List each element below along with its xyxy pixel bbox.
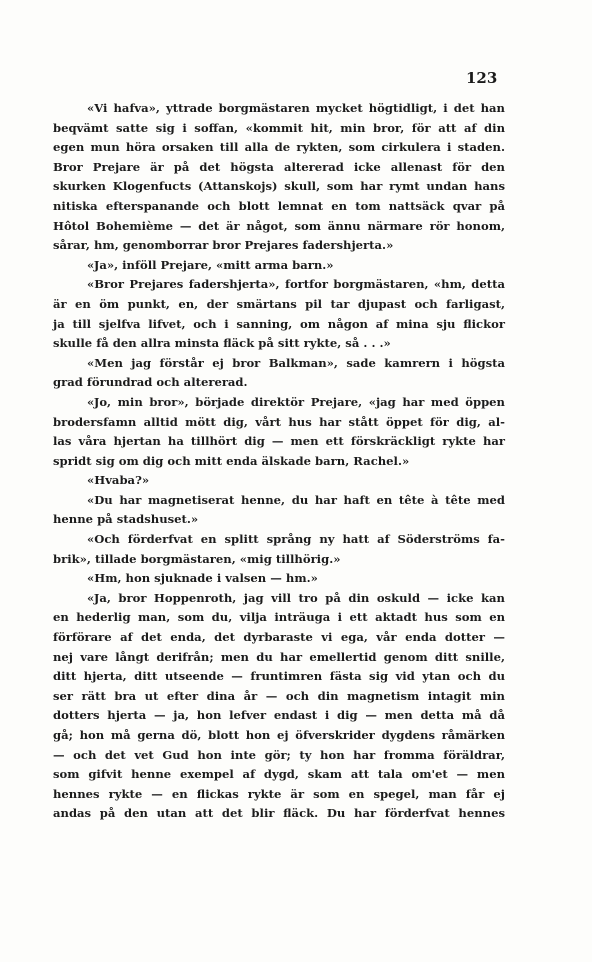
text-line: gå; hon må gerna dö, blott hon ej öfverskrider dygdens råmärken bbox=[53, 728, 505, 742]
text-line: «Jo, min bror», började direktör Prejare, «jag har med öppen bbox=[87, 394, 505, 409]
text-line: Hôtol Bohemième — det är något, som ännu närmare rör honom, bbox=[53, 218, 505, 233]
text-line: ja till sjelfva lifvet, och i sanning, om någon af mina sju flickor bbox=[53, 316, 505, 331]
text-line: «Ja, bror Hoppenroth, jag vill tro på din oskuld — icke kan bbox=[87, 590, 505, 605]
text-line: nej vare långt derifrån; men du har emellertid genom ditt snille, bbox=[53, 649, 505, 664]
text-line: en hederlig man, som du, vilja inträuga i ett aktadt hus som en bbox=[53, 610, 505, 625]
text-line: beqvämt satte sig i soffan, «kommit hit, min bror, för att af din bbox=[53, 120, 505, 135]
text-line: sårar, hm, genomborrar bror Prejares fadershjerta.» bbox=[53, 238, 394, 253]
text-line: är en öm punkt, en, der smärtans pil tar djupast och farligast, bbox=[53, 296, 505, 311]
text-line: «Vi hafva», yttrade borgmästaren mycket högtidligt, i det han bbox=[87, 101, 505, 115]
text-line: förförare af det enda, det dyrbaraste vi ega, vår enda dotter — bbox=[53, 630, 505, 645]
text-line: som gifvit henne exempel af dygd, skam att tala om'et — men bbox=[53, 767, 505, 782]
body-text bbox=[53, 99, 505, 824]
text-line: grad förundrad och altererad. bbox=[53, 375, 248, 390]
text-line: ditt hjerta, ditt utseende — fruntimren fästa sig vid ytan och du bbox=[53, 669, 505, 684]
page-number: 123 bbox=[466, 69, 498, 87]
text-line: las våra hjertan ha tillhört dig — men ett förskräckligt rykte har bbox=[53, 434, 505, 449]
text-line: henne på stadshuset.» bbox=[53, 512, 199, 527]
text-line: ser rätt bra ut efter dina år — och din magnetism intagit min bbox=[53, 688, 505, 703]
text-line: nitiska efterspanande och blott lemnat en tom nattsäck qvar på bbox=[53, 198, 505, 213]
text-line: brodersfamn alltid mött dig, vårt hus har stått öppet för dig, al- bbox=[53, 414, 505, 429]
text-line: dotters hjerta — ja, hon lefver endast i dig — men detta må då bbox=[53, 708, 505, 723]
text-line: «Ja», inföll Prejare, «mitt arma barn.» bbox=[87, 257, 334, 272]
text-line: andas på den utan att det blir fläck. Du har förderfvat hennes bbox=[53, 806, 505, 821]
text-line: — och det vet Gud hon inte gör; ty hon har fromma föräldrar, bbox=[53, 747, 505, 762]
text-line: «Du har magnetiserat henne, du har haft en tête à tête med bbox=[87, 492, 505, 507]
text-line: «Och förderfvat en splitt språng ny hatt af Söderströms fa- bbox=[87, 532, 505, 547]
text-line: spridt sig om dig och mitt enda älskade barn, Rachel.» bbox=[53, 453, 410, 468]
text-line: «Men jag förstår ej bror Balkman», sade kamrern i högsta bbox=[87, 355, 505, 370]
text-line: brik», tillade borgmästaren, «mig tillhörig.» bbox=[53, 551, 341, 566]
text-line: hennes rykte — en flickas rykte är som en spegel, man får ej bbox=[53, 786, 505, 801]
text-line: «Hvaba?» bbox=[87, 473, 150, 488]
text-line: skurken Klogenfucts (Attanskojs) skull, som har rymt undan hans bbox=[53, 179, 505, 194]
text-line: egen mun höra orsaken till alla de rykten, som cirkulera i staden. bbox=[53, 140, 505, 155]
text-line: Bror Prejare är på det högsta altererad icke allenast för den bbox=[53, 159, 505, 174]
text-line: «Hm, hon sjuknade i valsen — hm.» bbox=[87, 571, 318, 586]
text-line: «Bror Prejares fadershjerta», fortfor borgmästaren, «hm, detta bbox=[87, 277, 505, 292]
text-line: skulle få den allra minsta fläck på sitt rykte, så . . .» bbox=[53, 336, 391, 351]
